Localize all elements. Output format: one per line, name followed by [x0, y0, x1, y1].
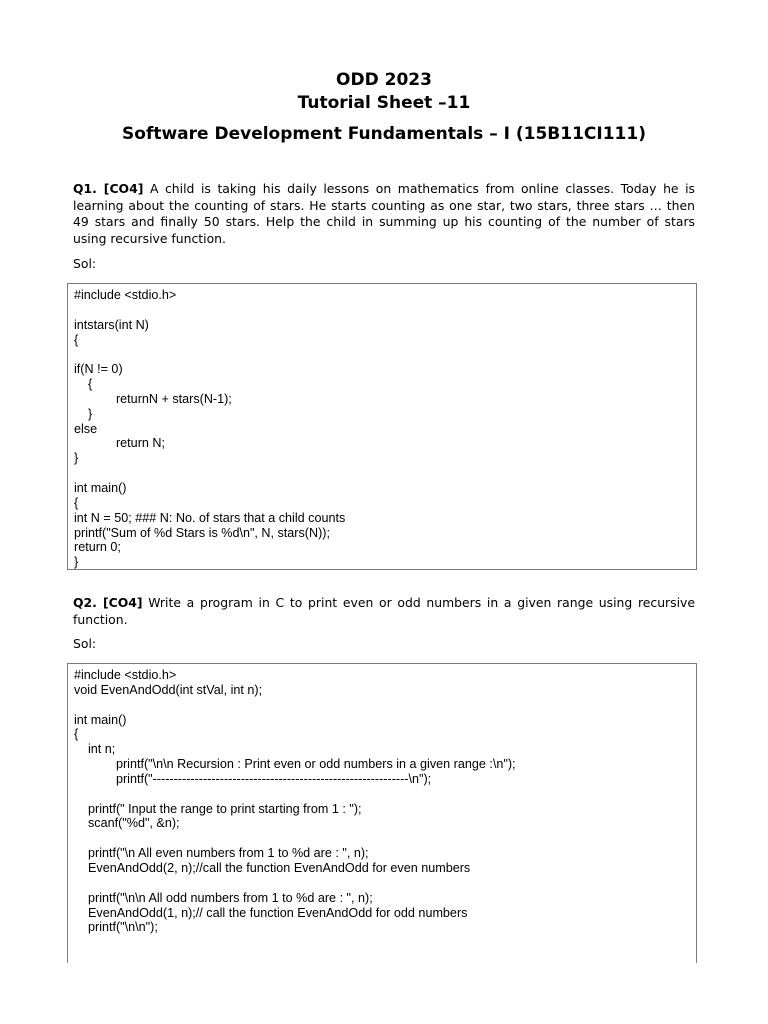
question-1-text: A child is taking his daily lessons on mathematics from online classes. Today he is learning about the counting of stars. He starts counting as one star, two stars, three stars … then 49 stars and finally 50 stars. Help the child in summing up his counting of the number of stars using recursive function. — [73, 181, 696, 246]
question-1-label: Q1. [CO4] — [73, 181, 144, 196]
question-2-code: #include <stdio.h> void EvenAndOdd(int stVal, int n); int main() { int n; printf("\n\n Recursion : Print even or odd numbers in a given range :\n"); printf("-------------------------------------------------------------\n"); printf(" Input the range to print starting from 1 : "); scanf("%d", &n); printf("\n All even numbers from 1 to %d are : ", n); EvenAndOdd(2, n);//call the function EvenAndOdd for even numbers printf("\n\n All odd numbers from 1 to %d are : ", n); EvenAndOdd(1, n);// call the function EvenAndOdd for odd numbers printf("\n\n"); — [74, 668, 516, 935]
question-1 — [73, 181, 695, 247]
header-sheet-title: Tutorial Sheet –11 — [297, 93, 471, 113]
question-1-code-block — [67, 283, 697, 570]
question-2-label: Q2. [CO4] — [73, 595, 143, 610]
question-2-solution-label: Sol: — [73, 636, 97, 651]
question-2-code-block — [67, 663, 697, 963]
question-2-text: Write a program in C to print even or odd numbers in a given range using recursive function. — [73, 595, 696, 627]
question-1-solution-label: Sol: — [73, 256, 97, 271]
header-course-title: Software Development Fundamentals – I (15B11CI111) — [122, 124, 646, 144]
question-1-code: #include <stdio.h> intstars(int N) { if(N != 0) { returnN + stars(N-1); } else return N; } int main() { int N = 50; ### N: No. of stars that a child counts printf("Sum of %d Stars is %d\n", N, stars(N)); return 0; } — [74, 288, 346, 570]
question-2 — [73, 595, 695, 628]
header-term: ODD 2023 — [336, 70, 432, 90]
